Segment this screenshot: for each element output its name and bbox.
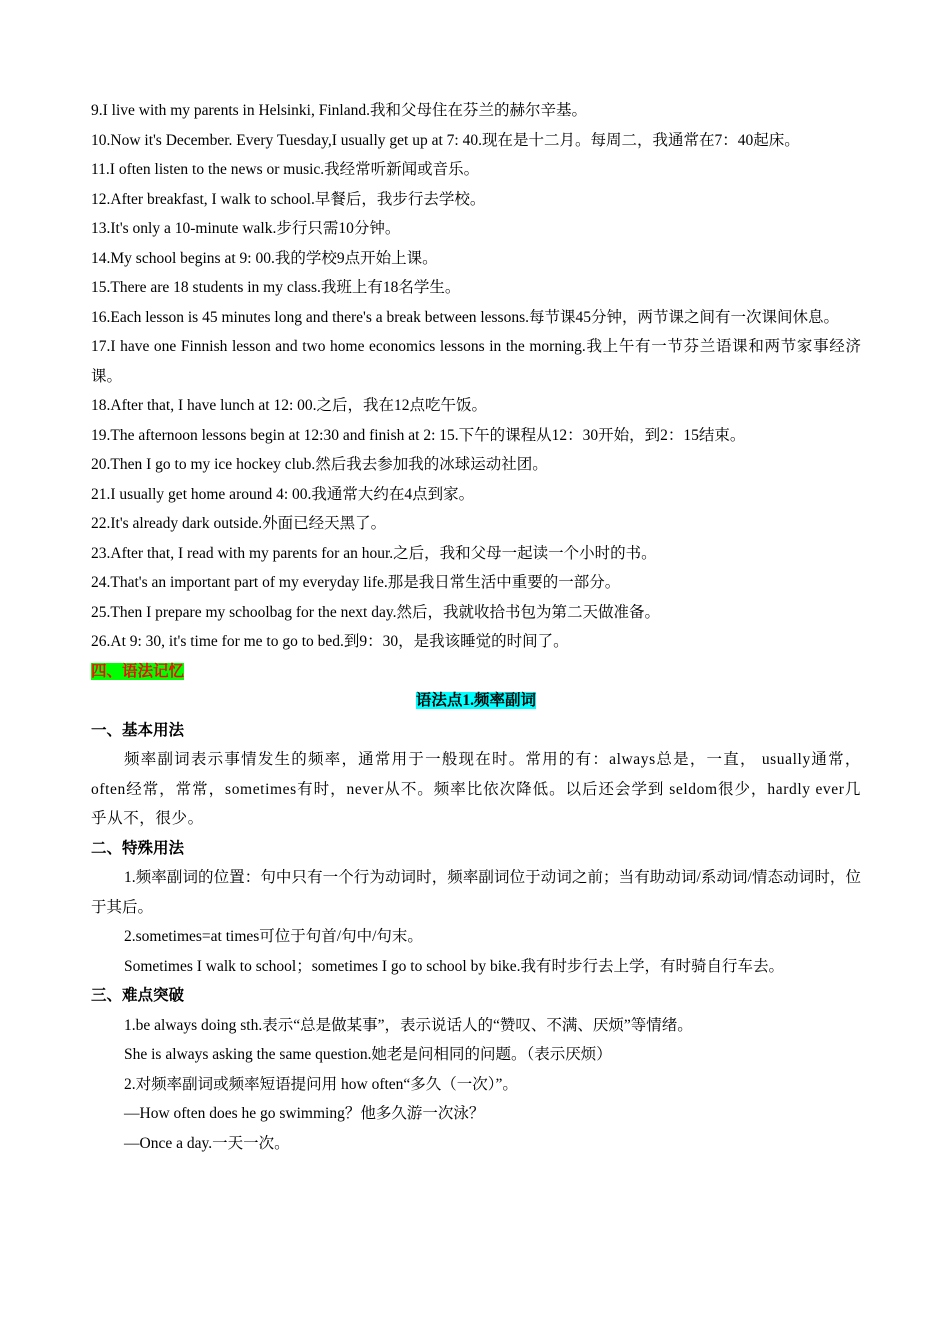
sentence-26: 26.At 9: 30, it's time for me to go to bed.到9：30，是我该睡觉的时间了。 [91, 633, 569, 650]
sentence-19: 19.The afternoon lessons begin at 12:30 and finish at 2: 15.下午的课程从12：30开始，到2：15结束。 [91, 426, 746, 444]
sentence-25: 25.Then I prepare my schoolbag for the next day.然后，我就收拾书包为第二天做准备。 [91, 603, 660, 621]
grammar-point-title: 语法点1.频率副词 [415, 692, 537, 709]
part-3-paragraph-4: —How often does he go swimming？他多久游一次泳？ [124, 1105, 485, 1122]
document-page [91, 96, 861, 1158]
sentence-15: 15.There are 18 students in my class.我班上有18名学生。 [91, 279, 461, 296]
sentence-17: 17.I have one Finnish lesson and two home economics lessons in the morning.我上午有一节芬兰语课和两节家事经济课。 [91, 338, 861, 385]
part-3-paragraph-3: 2.对频率副词或频率短语提问用 how often“多久（一次）”。 [124, 1075, 518, 1093]
sentence-23: 23.After that, I read with my parents for an hour.之后，我和父母一起读一个小时的书。 [91, 544, 657, 562]
sentence-11: 11.I often listen to the news or music.我经常听新闻或音乐。 [91, 161, 480, 178]
sentence-18: 18.After that, I have lunch at 12: 00.之后，我在12点吃午饭。 [91, 397, 488, 414]
section-4-heading [91, 657, 861, 687]
part-2-paragraph-2: 2.sometimes=at times可位于句首/句中/句末。 [124, 928, 423, 945]
part-1-title: 一、基本用法 [91, 721, 185, 739]
sentence-10: 10.Now it's December. Every Tuesday,I usually get up at 7: 40.现在是十二月。每周二，我通常在7：40起床。 [91, 131, 800, 149]
sentence-16: 16.Each lesson is 45 minutes long and there's a break between lessons.每节课45分钟，两节课之间有一次课间休息。 [91, 308, 839, 326]
part-1-text: 频率副词表示事情发生的频率，通常用于一般现在时。常用的有：always总是，一直， usually通常，often经常，常常，sometimes有时，never从不。频率比依次降低。以后还会学到 seldom很少，hardly ever几乎从不，很少。 [91, 751, 861, 827]
sentence-12: 12.After breakfast, I walk to school.早餐后，我步行去学校。 [91, 190, 486, 208]
part-2-paragraph-3: Sometimes I walk to school；sometimes I go to school by bike.我有时步行去上学，有时骑自行车去。 [124, 957, 785, 975]
part-2-title: 二、特殊用法 [91, 839, 185, 857]
section-4-title: 四、语法记忆 [91, 662, 185, 680]
sentence-20: 20.Then I go to my ice hockey club.然后我去参加我的冰球运动社团。 [91, 456, 548, 473]
part-3-paragraph-5: —Once a day.一天一次。 [124, 1134, 290, 1152]
sentence-13: 13.It's only a 10-minute walk.步行只需10分钟。 [91, 220, 401, 237]
sentence-21: 21.I usually get home around 4: 00.我通常大约在4点到家。 [91, 485, 475, 503]
sentence-22: 22.It's already dark outside.外面已经天黑了。 [91, 515, 387, 532]
sentence-24: 24.That's an important part of my everyday life.那是我日常生活中重要的一部分。 [91, 574, 621, 591]
part-3-title: 三、难点突破 [91, 987, 185, 1004]
sentence-9: 9.I live with my parents in Helsinki, Finland.我和父母住在芬兰的赫尔辛基。 [91, 102, 587, 119]
part-3-paragraph-2: She is always asking the same question.她老是问相同的问题。（表示厌烦） [124, 1046, 612, 1063]
part-2-paragraph-1: 1.频率副词的位置：句中只有一个行为动词时，频率副词位于动词之前；当有助动词/系动词/情态动词时，位于其后。 [91, 869, 861, 916]
sentence-14: 14.My school begins at 9: 00.我的学校9点开始上课。 [91, 249, 438, 267]
part-3-paragraph-1: 1.be always doing sth.表示“总是做某事”，表示说话人的“赞叹、不满、厌烦”等情绪。 [124, 1016, 693, 1034]
grammar-point-heading [91, 686, 861, 716]
